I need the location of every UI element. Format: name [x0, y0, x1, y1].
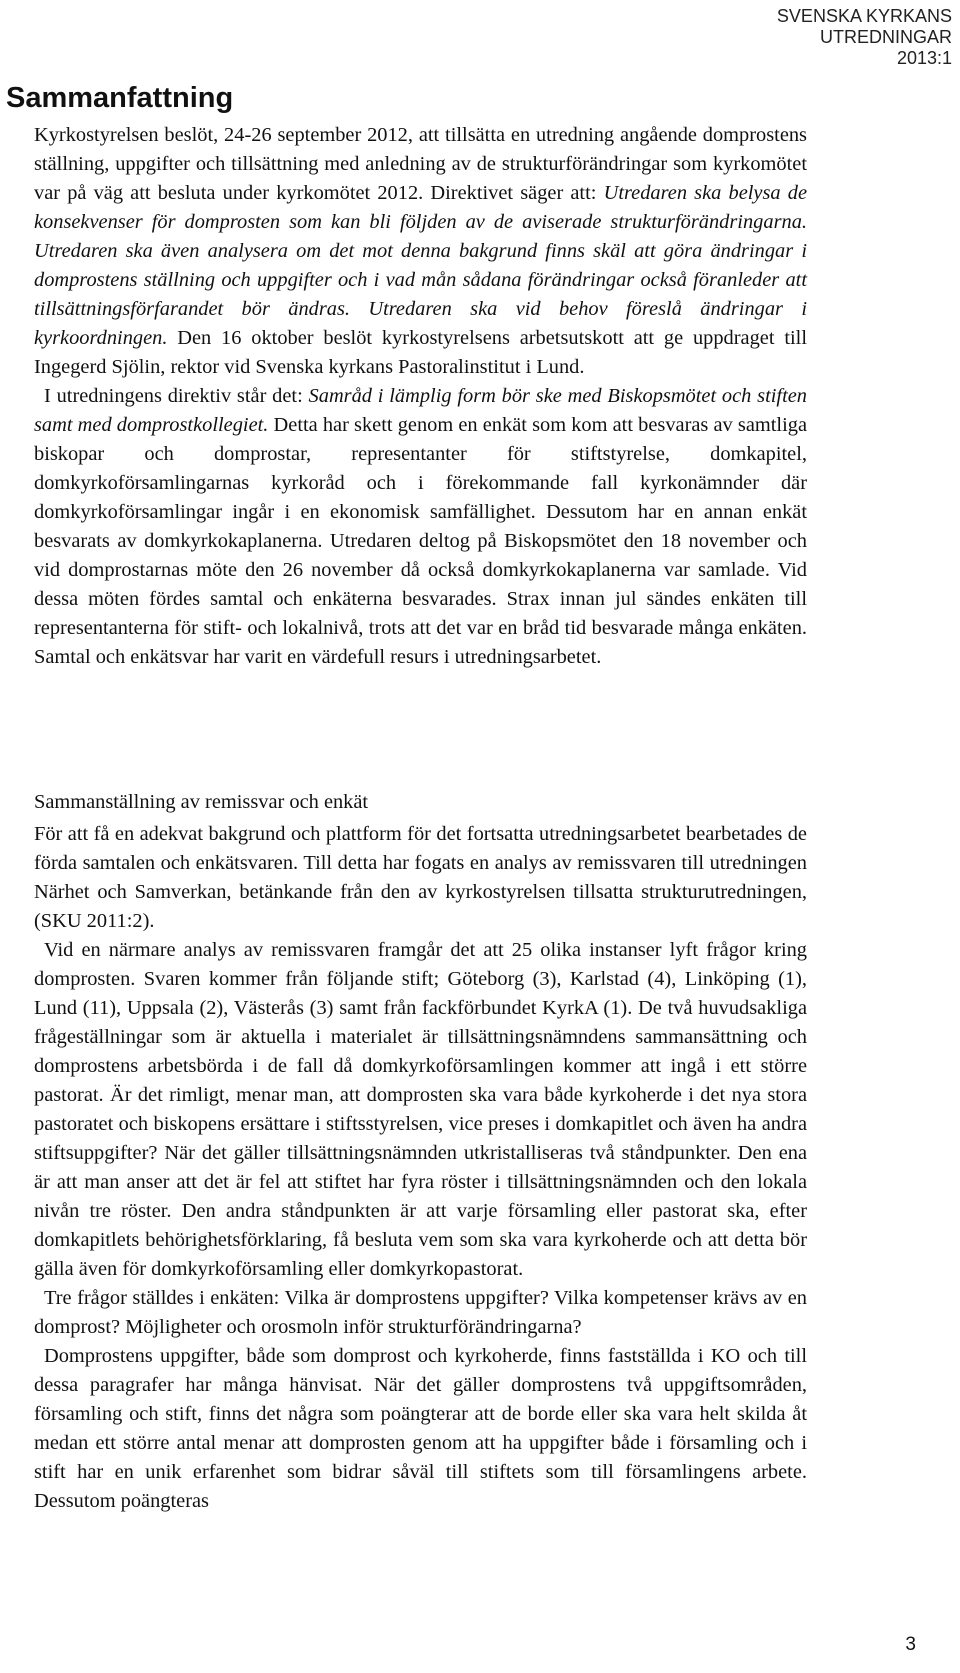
section2-paragraph-1: För att få en adekvat bakgrund och plattform för det fortsatta utredningsarbetet bearbetades de förda samtalen och enkätsvaren. Till detta har fogats en analys av remissvaren till utredningen Närhet och Samverkan, betänkande från den av kyrkostyrelsen tillsatta strukturutredningen, (SKU 2011:2).	[34, 823, 807, 932]
summary-p2-text-a: I utredningens direktiv står det:	[44, 385, 309, 407]
header-line-2: UTREDNINGAR	[819, 27, 952, 47]
section-heading: Sammanställning av remissvar och enkät	[34, 791, 369, 813]
header-line-1: SVENSKA KYRKANS	[776, 6, 952, 26]
page-number: 3	[905, 1634, 916, 1655]
section2-paragraph-3: Tre frågor ställdes i enkäten: Vilka är domprostens uppgifter? Vilka kompetenser krävs av en domprost? Möjligheter och orosmoln inför strukturförändringarna?	[34, 1287, 807, 1338]
report-series-header	[777, 6, 952, 69]
consultation-quote: Samråd i lämplig form bör ske med Biskopsmötet och stiften samt med domprostkollegiet.	[34, 385, 807, 436]
header-line-3: 2013:1	[896, 48, 952, 68]
section2-paragraph-2: Vid en närmare analys av remissvaren framgår det att 25 olika instanser lyft frågor kring domprosten. Svaren kommer från följande stift; Göteborg (3), Karlstad (4), Linköping (1), Lund (11), Uppsala (2), Västerås (3) samt från fackförbundet KyrkA (1). De två huvudsakliga frågeställningar som är aktuella i materialet är tillsättningsnämndens sammansättning och domprostens arbetsbörda i de fall då domkyrkoförsamlingen kommer att ingå i ett större pastorat. Är det rimligt, menar man, att domprosten ska vara både kyrkoherde i det nya stora pastoratet och biskopens ersättare i stiftsstyrelsen, vice preses i domkapitlet och även ha andra stiftsuppgifter? När det gäller tillsättningsnämnden utkristalliseras två ståndpunkter. Den ena är att man anser att det är fel att stiftet har fyra röster i tillsättningsnämnden och den lokala nivån tre röster. Den andra ståndpunkten är att varje församling eller pastorat ska, efter domkapitlets behörighetsförklaring, få besluta vem som ska vara kyrkoherde och att detta bör gälla även för domkyrkoförsamling eller domkyrkopastorat.	[34, 939, 807, 1280]
summary-paragraph-1	[34, 121, 807, 382]
directive-quote: Utredaren ska belysa de konsekvenser för domprosten som kan bli följden av de aviserade strukturförändringarna. Utredaren ska även analysera om det mot denna bakgrund finns skäl att göra ändringar i domprostens ställning och uppgifter och i vad mån sådana förändringar också föranleder att tillsättningsförfarandet bör ändras. Utredaren ska vid behov föreslå ändringar i kyrkoordningen.	[34, 182, 808, 349]
section2-paragraph-4: Domprostens uppgifter, både som domprost och kyrkoherde, finns fastställda i KO och till dessa paragrafer har många hänvisat. När det gäller domprostens två uppgiftsområden, församling och stift, finns det några som poängterar att de borde eller ska vara helt skilda åt medan ett större antal menar att domprosten genom att ha uppgifter både i församling och i stift har en unik erfarenhet som bidrar såväl till stiftets som till församlingens arbete. Dessutom poängteras	[34, 1345, 807, 1512]
summary-p1-text-a: Kyrkostyrelsen beslöt, 24-26 september 2012, att tillsätta en utredning angående domprostens ställning, uppgifter och tillsättning med anledning av de strukturförändringar som kyrkomötet var på väg att besluta under kyrkomötet 2012. Direktivet säger att:	[34, 124, 807, 204]
summary-p1-text-c: Den 16 oktober beslöt kyrkostyrelsens arbetsutskott att ge uppdraget till Ingegerd Sjölin, rektor vid Svenska kyrkans Pastoralinstitut i Lund.	[34, 327, 807, 378]
summary-paragraph-2	[34, 382, 807, 672]
summary-section	[34, 121, 807, 672]
page-title: Sammanfattning	[6, 82, 234, 114]
compilation-section	[34, 785, 807, 1516]
summary-p2-text-c: Detta har skett genom en enkät som kom att besvaras av samtliga biskopar och domprostar, representanter för stiftstyrelse, domkapitel, domkyrkoförsamlingarnas kyrkoråd och i förekommande fall kyrkonämnder där domkyrkoförsamlingar ingår i en ekonomisk samfällighet. Dessutom har en annan enkät besvarats av domkyrkokaplanerna. Utredaren deltog på Biskopsmötet den 18 november och vid domprostarnas möte den 26 november då också domkyrkokaplanerna var samlade. Vid dessa möten fördes samtal och enkäterna besvarades. Strax innan jul sändes enkäten till representanterna för stift- och lokalnivå, trots att det var en bråd tid besvarade många enkäten. Samtal och enkätsvar har varit en värdefull resurs i utredningsarbetet.	[34, 414, 807, 668]
